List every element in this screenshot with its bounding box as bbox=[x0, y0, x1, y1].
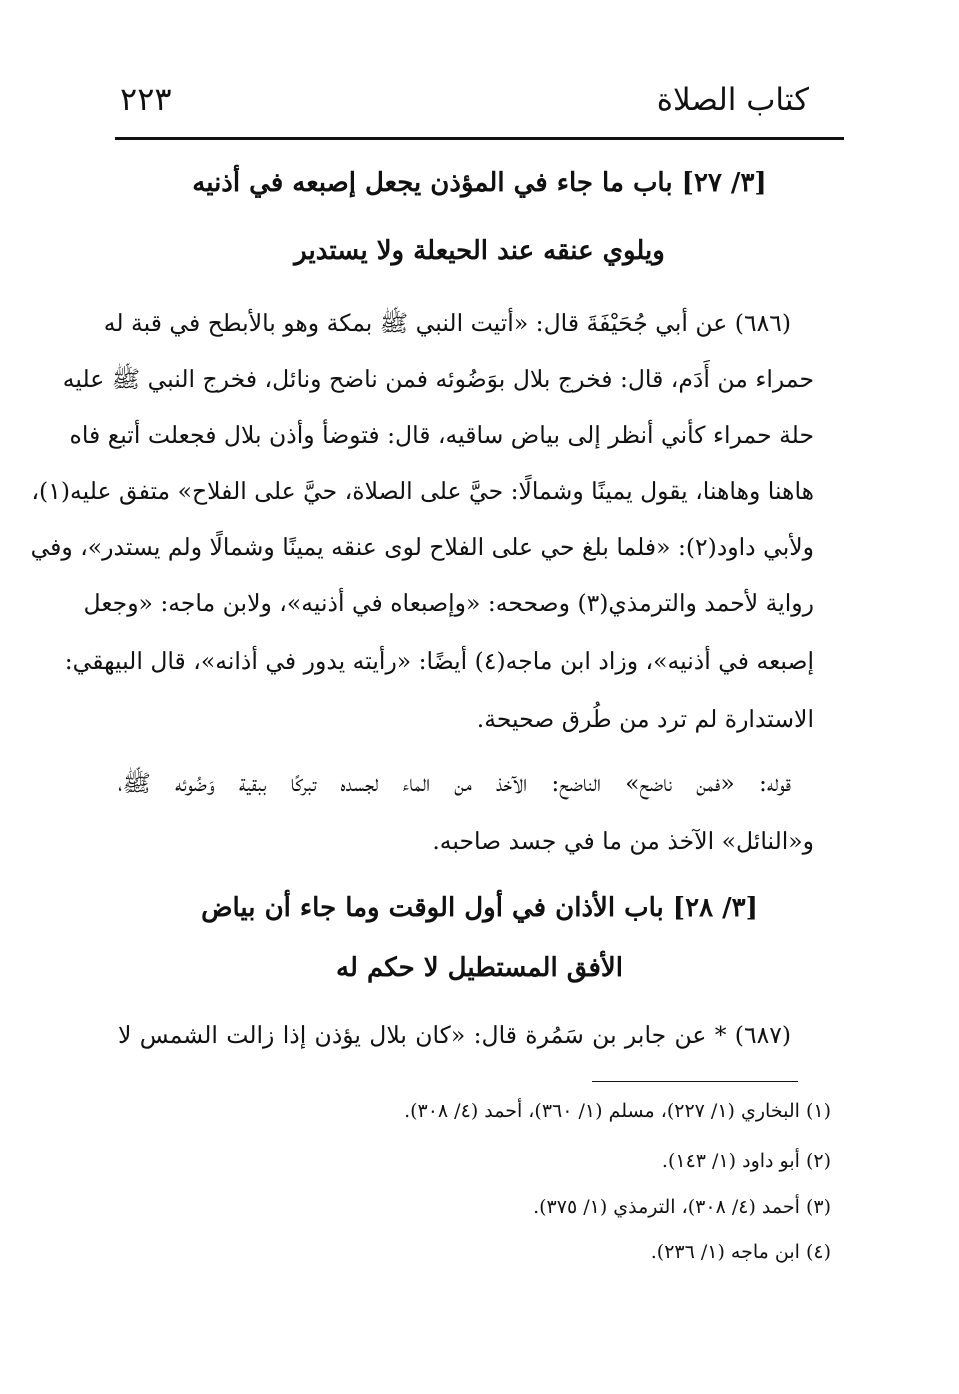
footnote-1: (١) البخاري (١/ ٢٢٧)، مسلم (١/ ٣٦٠)، أحمد (٤/ ٣٠٨). bbox=[404, 1100, 831, 1122]
hadith-686-line: ولأبي داود(٢): «فلما بلغ حي على الفلاح لوى عنقه يمينًا وشمالًا ولم يستدر»، وفي bbox=[30, 533, 814, 561]
footnote-4: (٤) ابن ماجه (١/ ٢٣٦). bbox=[650, 1241, 831, 1263]
hadith-686-line: الاستدارة لم ترد من طُرق صحيحة. bbox=[476, 705, 814, 733]
hadith-686-line: حمراء من أَدَم، قال: فخرج بلال بوَضُوئه فمن ناضح ونائل، فخرج النبي ﷺ عليه bbox=[62, 365, 814, 393]
footnote-3: (٣) أحمد (٤/ ٣٠٨)، الترمذي (١/ ٣٧٥). bbox=[533, 1196, 831, 1218]
footnote-2: (٢) أبو داود (١/ ١٤٣). bbox=[661, 1150, 831, 1172]
hadith-686-line: حلة حمراء كأني أنظر إلى بياض ساقيه، قال: فتوضأ وأذن بلال فجعلت أتبع فاه bbox=[69, 421, 814, 449]
running-header-title: كتاب الصلاة bbox=[656, 82, 809, 118]
chapter-heading-28-line-2: الأفق المستطيل لا حكم له bbox=[336, 953, 623, 983]
chapter-heading-28-line-1: [٣/ ٢٨] باب الأذان في أول الوقت وما جاء أن بياض bbox=[201, 893, 758, 923]
hadith-686-line: إصبعه في أذنيه»، وزاد ابن ماجه(٤) أيضًا: «رأيته يدور في أذانه»، قال البيهقي: bbox=[64, 647, 814, 675]
hadith-686-line: رواية لأحمد والترمذي(٣) وصححه: «وإصبعاه في أذنيه»، ولابن ماجه: «وجعل bbox=[83, 589, 814, 617]
chapter-heading-27-line-1: [٣/ ٢٧] باب ما جاء في المؤذن يجعل إصبعه في أذنيه bbox=[192, 168, 767, 198]
header-rule bbox=[115, 137, 844, 140]
hadith-686-line: هاهنا وهاهنا، يقول يمينًا وشمالًا: حيَّ على الصلاة، حيَّ على الفلاح» متفق عليه(١)، bbox=[31, 477, 814, 505]
chapter-heading-27-line-2: ويلوي عنقه عند الحيعلة ولا يستدير bbox=[294, 236, 665, 266]
commentary-line: و«النائل» الآخذ من ما في جسد صاحبه. bbox=[432, 827, 814, 855]
hadith-687-line: (٦٨٧) * عن جابر بن سَمُرة قال: «كان بلال يؤذن إذا زالت الشمس لا bbox=[118, 1021, 791, 1049]
hadith-686-line: (٦٨٦) عن أبي جُحَيْفَةَ قال: «أتيت النبي ﷺ بمكة وهو بالأبطح في قبة له bbox=[103, 309, 791, 337]
page-number: ٢٢٣ bbox=[120, 80, 172, 118]
footnote-rule bbox=[592, 1081, 798, 1082]
commentary-line: قوله: «فمن ناضح» الناضح: الآخذ من الماء لجسده تبركًا ببقية وَضُوئه ﷺ، bbox=[118, 769, 791, 797]
